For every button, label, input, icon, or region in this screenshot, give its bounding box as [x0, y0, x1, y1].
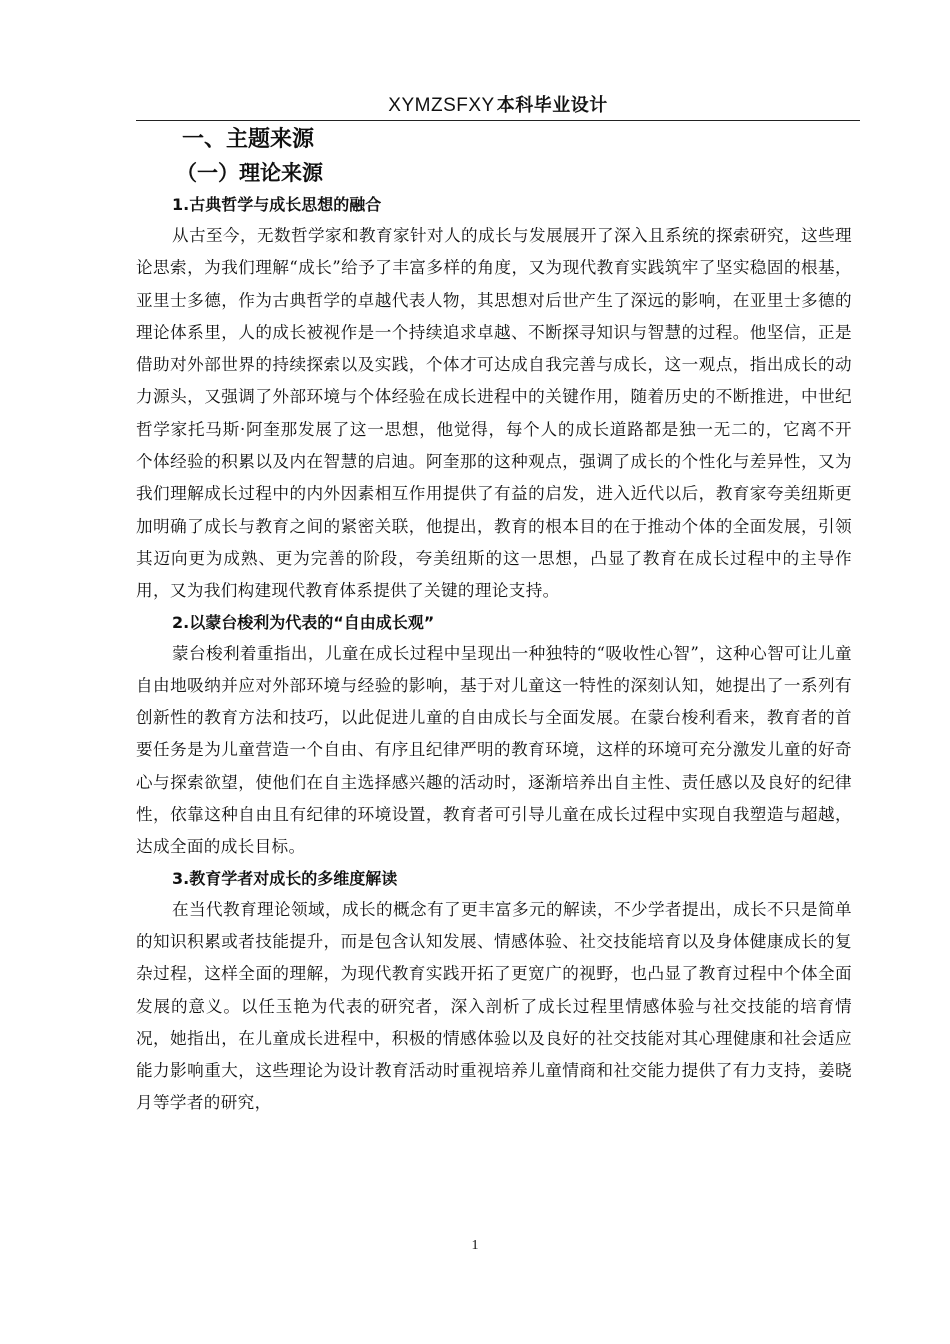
page-header: [136, 92, 860, 119]
item-paragraph-3: 在当代教育理论领域，成长的概念有了更丰富多元的解读，不少学者提出，成长不只是简单的知识积累或者技能提升，而是包含认知发展、情感体验、社交技能培育以及身体健康成长的复杂过程，这样全面的理解，为现代教育实践开拓了更宽广的视野，也凸显了教育过程中个体全面发展的意义。以任玉艳为代表的研究者，深入剖析了成长过程里情感体验与社交技能的培育情况，她指出，在儿童成长进程中，积极的情感体验以及良好的社交技能对其心理健康和社会适应能力影响重大，这些理论为设计教育活动时重视培养儿童情商和社交能力提供了有力支持，姜晓月等学者的研究，: [136, 899, 852, 1113]
item-heading-2: 2.以蒙台梭利为代表的“自由成长观”: [172, 612, 435, 632]
section-title: 一、主题来源: [182, 127, 315, 152]
item-heading-1: 1.古典哲学与成长思想的融合: [172, 195, 382, 214]
item-heading-3: 3.教育学者对成长的多维度解读: [172, 868, 398, 888]
header-title: 本科毕业设计: [496, 95, 608, 116]
header-code: XYMZSFXY: [388, 95, 495, 116]
item-paragraph-2: 蒙台梭利着重指出，儿童在成长过程中呈现出一种独特的“吸收性心智”，这种心智可让儿童自由地吸纳并应对外部环境与经验的影响，基于对儿童这一特性的深刻认知，她提出了一系列有创新性的教育方法和技巧，以此促进儿童的自由成长与全面发展。在蒙台梭利看来，教育者的首要任务是为儿童营造一个自由、有序且纪律严明的教育环境，这样的环境可充分激发儿童的好奇心与探索欲望，使他们在自主选择感兴趣的活动时，逐渐培养出自主性、责任感以及良好的纪律性，依靠这种自由且有纪律的环境设置，教育者可引导儿童在成长过程中实现自我塑造与超越，达成全面的成长目标。: [136, 643, 852, 857]
header-rule: [136, 120, 860, 121]
item-paragraph-1: 从古至今，无数哲学家和教育家针对人的成长与发展展开了深入且系统的探索研究，这些理论思索，为我们理解“成长”给予了丰富多样的角度，又为现代教育实践筑牢了坚实稳固的根基，亚里士多德，作为古典哲学的卓越代表人物，其思想对后世产生了深远的影响，在亚里士多德的理论体系里，人的成长被视作是一个持续追求卓越、不断探寻知识与智慧的过程。他坚信，正是借助对外部世界的持续探索以及实践，个体才可达成自我完善与成长，这一观点，指出成长的动力源头，又强调了外部环境与个体经验在成长进程中的关键作用，随着历史的不断推进，中世纪哲学家托马斯·阿奎那发展了这一思想，他觉得，每个人的成长道路都是独一无二的，它离不开个体经验的积累以及内在智慧的启迪。阿奎那的这种观点，强调了成长的个性化与差异性，又为我们理解成长过程中的内外因素相互作用提供了有益的启发，进入近代以后，教育家夸美纽斯更加明确了成长与教育之间的紧密关联，他提出，教育的根本目的在于推动个体的全面发展，引领其迈向更为成熟、更为完善的阶段，夸美纽斯的这一思想，凸显了教育在成长过程中的主导作用，又为我们构建现代教育体系提供了关键的理论支持。: [136, 226, 852, 601]
subsection-title: （一）理论来源: [176, 161, 323, 185]
page-number: 1: [471, 1238, 479, 1253]
document-body: [136, 124, 852, 1120]
